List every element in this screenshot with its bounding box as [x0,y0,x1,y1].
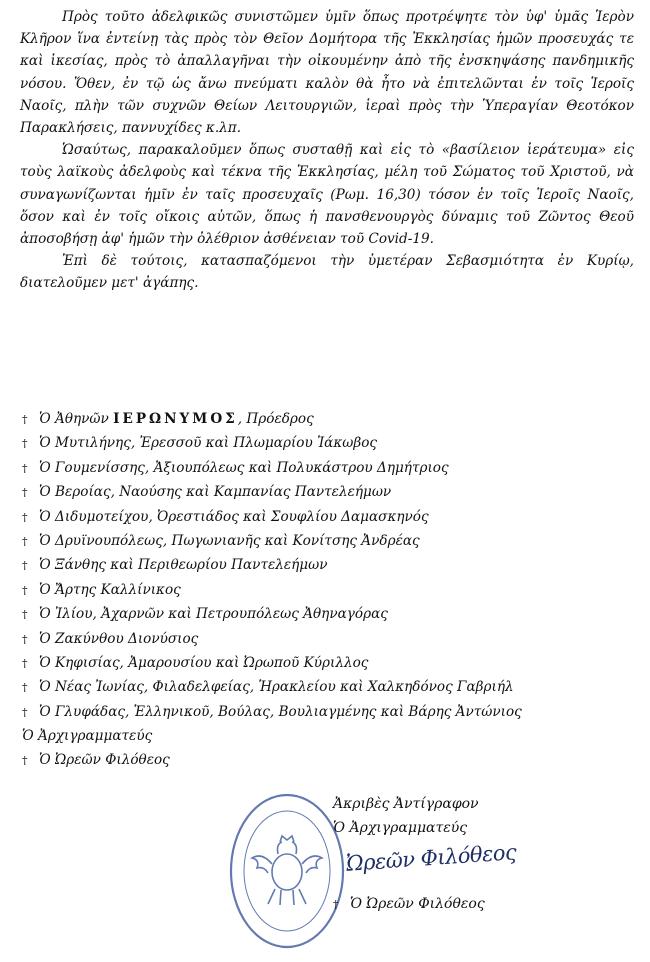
certification-name [333,896,485,912]
signatory-name: Ὁ Μυτιλήνης, Ἐρεσσοῦ καὶ Πλωμαρίου Ἰάκωβος [39,435,377,452]
signatory-name: Ὁ Ξάνθης καὶ Περιθεωρίου Παντελεήμων [39,557,328,574]
signatory-name: Ὁ Βεροίας, Ναούσης καὶ Καμπανίας Παντελεήμων [39,484,392,501]
secretary-label: Ὁ Ἀρχιγραμματεύς [22,728,153,745]
signatory-item [22,456,637,480]
cross-icon: † [22,681,28,695]
signatory-name: Ὁ Γουμενίσσης, Ἀξιουπόλεως καὶ Πολυκάστρου Δημήτριος [39,459,449,476]
cross-icon: † [22,486,28,500]
paragraph-3: Ἐπὶ δὲ τούτοις, κατασπαζόμενοι τὴν ὑμετέραν Σεβασμιότητα ἐν Κυρίῳ, διατελοῦμεν μετ' ἀγάπης. [20,253,634,292]
cross-icon: † [22,461,28,475]
cross-icon: † [22,437,28,451]
synod-seal [228,792,346,950]
cross-icon: † [333,898,339,911]
certifier-name: Ὁ Ὠρεῶν Φιλόθεος [350,896,485,912]
cross-icon: † [22,656,28,670]
signatory-item [22,578,637,602]
signatory-name: Ὁ Νέας Ἰωνίας, Φιλαδελφείας, Ἡρακλείου καὶ Χαλκηδόνος Γαβριήλ [39,679,514,696]
president-title: , Πρόεδρος [237,411,314,427]
cross-icon: † [22,632,28,646]
signatory-item [22,700,637,724]
signatory-name: Ὁ Γλυφάδας, Ἑλληνικοῦ, Βούλας, Βουλιαγμένης καὶ Βάρης Ἀντώνιος [39,703,522,720]
cross-icon: † [22,413,28,426]
signatory-president [22,407,637,431]
signatory-item [22,553,637,577]
cross-icon: † [22,559,28,573]
paragraph-1: Πρὸς τοῦτο ἀδελφικῶς συνιστῶμεν ὑμῖν ὅπως προτρέψητε τὸν ὑφ' ὑμᾶς Ἱερὸν Κλῆρον ἵνα ἐντείνῃ τὰς πρὸς τὸν Θεῖον Δομήτορα τῆς Ἐκκλησίας ἡμῶν προσευχάς τε καὶ ἱκεσίας, πρὸς τὸ ἀπαλλαγῆναι τὴν οἰκουμένην ἀπὸ τῆς ἐνσκηψάσης πανδημικῆς νόσου. Ὅθεν, ἐν τῷ ὡς ἄνω πνεύματι καλὸν θὰ ἦτο νὰ ἐπιτελῶνται ἐν τοῖς Ἱεροῖς Ναοῖς, πλὴν τῶν συχνῶν Θείων Λειτουργιῶν, ἱεραὶ πρὸς τὴν Ὑπεραγίαν Θεοτόκον Παρακλήσεις, παννυχίδες κ.λπ. [20,9,634,137]
president-name: ΙΕΡΩΝΥΜΟΣ [113,411,238,427]
secretary-name: Ὁ Ὠρεῶν Φιλόθεος [39,752,170,769]
cross-icon: † [22,534,28,548]
cross-icon: † [22,705,28,719]
signatory-secretary [22,748,637,772]
signatory-item [22,529,637,553]
signatory-item [22,675,637,699]
signatory-name: Ὁ Ζακύνθου Διονύσιος [39,630,199,647]
signatory-name: Ὁ Δρυϊνουπόλεως, Πωγωνιανῆς καὶ Κονίτσης Ἀνδρέας [39,532,420,549]
signatory-item [22,602,637,626]
cross-icon: † [22,754,28,768]
body-text [20,6,634,295]
signatory-name: Ὁ Διδυμοτείχου, Ὀρεστιάδος καὶ Σουφλίου Δαμασκηνός [39,508,429,525]
paragraph-2: Ὡσαύτως, παρακαλοῦμεν ὅπως συσταθῇ καὶ εἰς τὸ «βασίλειον ἱεράτευμα» εἰς τοὺς λαϊκοὺς ἀδελφοὺς καὶ τέκνα τῆς Ἐκκλησίας, μέλη τοῦ Σώματος τοῦ Χριστοῦ, νὰ συναγωνίζωνται ἡμῖν ἐν ταῖς προσευχαῖς (Ρωμ. 16,30) τόσον ἐν τοῖς Ἱεροῖς Ναοῖς, ὅσον καὶ ἐν τοῖς οἴκοις αὐτῶν, ὅπως ἡ πανσθενουργὸς δύναμις τοῦ Ζῶντος Θεοῦ ἀποσοβήσῃ ἀφ' ἡμῶν τὴν ὀλέθριον ἀσθένειαν τοῦ Covid-19. [20,142,634,248]
signatory-item [22,431,637,455]
certification-line-2: Ὁ Ἀρχιγραμματεύς [333,820,468,836]
signatory-item [22,627,637,651]
cross-icon: † [22,608,28,622]
signatory-item [22,651,637,675]
signatory-item [22,505,637,529]
signatory-name: Ὁ Ἄρτης Καλλίνικος [39,581,181,598]
handwritten-signature: Ὠρεῶν Φιλόθεος [345,840,517,876]
signatory-list [22,407,637,773]
certification-line-1: Ἀκριβὲς Ἀντίγραφον [333,796,479,812]
signatory-name: Ὁ Κηφισίας, Ἀμαρουσίου καὶ Ὠρωποῦ Κύριλλος [39,654,369,671]
cross-icon: † [22,583,28,597]
signatory-item [22,480,637,504]
president-prefix: Ὁ Ἀθηνῶν [39,411,109,427]
signatory-name: Ὁ Ἰλίου, Ἀχαρνῶν καὶ Πετρουπόλεως Ἀθηναγόρας [39,606,388,623]
cross-icon: † [22,510,28,524]
